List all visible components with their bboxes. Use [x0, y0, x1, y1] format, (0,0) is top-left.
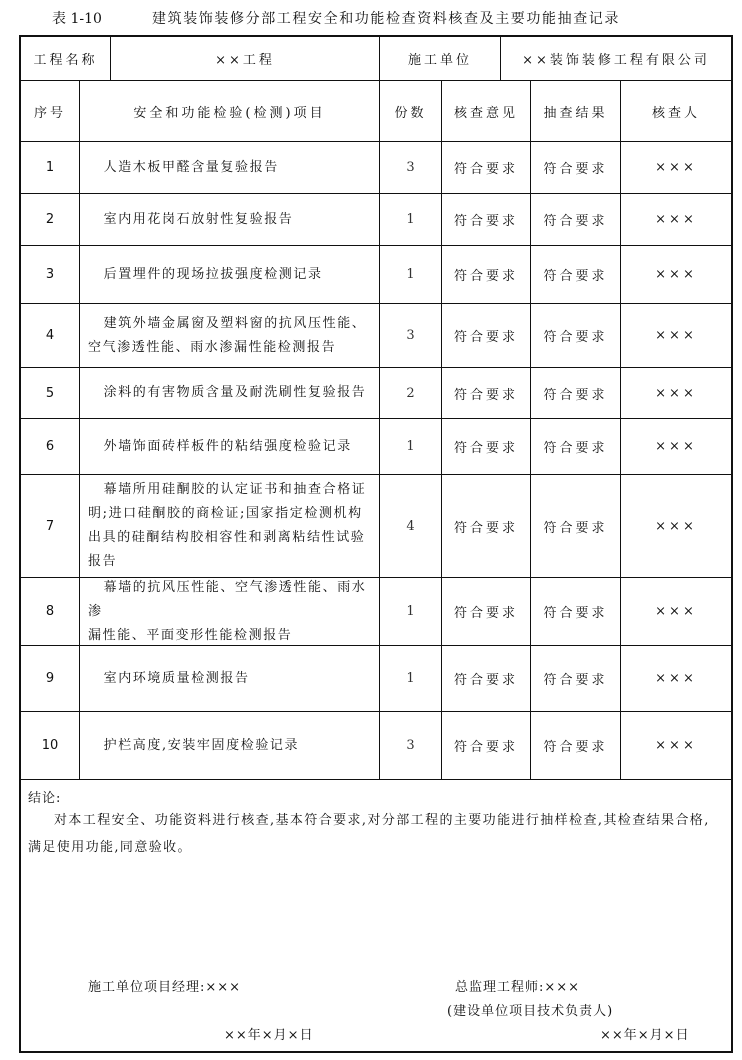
row-10-seq: 10: [41, 738, 59, 753]
row-1-seq: 1: [45, 160, 55, 175]
header-opinion: 核查意见: [453, 105, 518, 121]
contractor-label: 施工单位: [407, 53, 472, 68]
row-1-result: 符合要求: [543, 162, 608, 177]
row-10-opinion: 符合要求: [453, 740, 518, 755]
row-9-seq: 9: [45, 671, 55, 686]
row-6-opinion: 符合要求: [453, 441, 518, 456]
conclusion-text: 对本工程安全、功能资料进行核查,基本符合要求,对分部工程的主要功能进行抽样检查,其检查结果合格,满足使用功能,同意验收。: [28, 813, 710, 855]
row-5-seq: 5: [45, 385, 55, 401]
row-2-checker: ×××: [655, 212, 697, 227]
row-9-checker: ×××: [655, 671, 697, 686]
row-1-item: [80, 142, 379, 193]
row-10-result: 符合要求: [543, 740, 608, 755]
header-result: 抽查结果: [543, 105, 608, 121]
row-2-seq: 2: [45, 212, 55, 227]
row-9-result: 符合要求: [543, 673, 608, 688]
contractor-manager-signature: 施工单位项目经理:×××: [88, 980, 242, 995]
row-8-item: [80, 578, 379, 645]
row-5-checker: ×××: [655, 385, 697, 401]
row-7-item: [80, 475, 379, 577]
table-title: 建筑装饰装修分部工程安全和功能检查资料核查及主要功能抽查记录: [152, 11, 620, 27]
row-5-item-line-1: 涂料的有害物质含量及耐洗刷性复验报告: [103, 385, 367, 400]
row-7-checker: ×××: [655, 518, 697, 534]
row-4-item: [80, 304, 379, 367]
row-6-result: 符合要求: [543, 441, 608, 456]
row-4-opinion: 符合要求: [453, 330, 518, 345]
row-9-opinion: 符合要求: [453, 673, 518, 688]
row-9-item: [80, 646, 379, 711]
row-7-item-line-1: 幕墙所用硅酮胶的认定证书和抽查合格证: [103, 482, 367, 497]
row-3-opinion: 符合要求: [453, 269, 518, 284]
row-7-item-line-3: 出具的硅酮结构胶相容性和剥离粘结性试验: [88, 530, 366, 545]
row-4-item-line-2: 空气渗透性能、雨水渗漏性能检测报告: [88, 339, 337, 355]
row-5-opinion: 符合要求: [453, 387, 518, 403]
row-2-item: [80, 194, 379, 245]
row-8-item-line-1: 幕墙的抗风压性能、空气渗透性能、雨水渗: [88, 579, 367, 619]
row-2-opinion: 符合要求: [453, 214, 518, 229]
table-caption: [0, 6, 742, 30]
header-copies: 份数: [394, 105, 427, 121]
row-6-item: [80, 419, 379, 474]
row-3-seq: 3: [45, 267, 55, 282]
row-1-opinion: 符合要求: [453, 162, 518, 177]
row-3-item: [80, 246, 379, 303]
row-6-seq: 6: [45, 439, 55, 454]
supervisor-note: (建设单位项目技术负责人): [447, 1004, 614, 1019]
row-6-checker: ×××: [655, 439, 697, 454]
conclusion-label: 结论:: [28, 791, 62, 806]
row-4-checker: ×××: [655, 328, 697, 343]
row-7-result: 符合要求: [543, 520, 608, 536]
row-4-copies: 3: [406, 328, 415, 343]
row-8-result: 符合要求: [543, 606, 608, 621]
row-3-result: 符合要求: [543, 269, 608, 284]
row-8-copies: 1: [406, 604, 415, 619]
row-5-copies: 2: [406, 385, 415, 401]
row-10-checker: ×××: [655, 738, 697, 753]
row-1-item-line-1: 人造木板甲醛含量复验报告: [103, 159, 279, 175]
row-7-opinion: 符合要求: [453, 520, 518, 536]
row-8-seq: 8: [45, 604, 55, 619]
header-seq: 序号: [33, 105, 66, 121]
row-2-item-line-1: 室内用花岗石放射性复验报告: [103, 211, 294, 227]
row-3-item-line-1: 后置埋件的现场拉拔强度检测记录: [103, 266, 323, 282]
row-1-copies: 3: [406, 160, 415, 175]
row-2-copies: 1: [406, 212, 415, 227]
row-10-item-line-1: 护栏高度,安装牢固度检验记录: [103, 737, 300, 753]
row-4-seq: 4: [45, 328, 55, 343]
row-8-opinion: 符合要求: [453, 606, 518, 621]
row-7-item-line-4: 报告: [88, 554, 118, 569]
table-number: 表 1-10: [52, 11, 102, 27]
contractor-value: ××装饰装修工程有限公司: [522, 53, 710, 68]
row-5-item: [80, 368, 379, 418]
row-3-checker: ×××: [655, 267, 697, 282]
date-left: ××年×月×日: [224, 1028, 314, 1043]
chief-supervisor-signature: 总监理工程师:×××: [455, 980, 581, 995]
row-9-item-line-1: 室内环境质量检测报告: [103, 670, 250, 686]
project-name-value: ××工程: [215, 53, 275, 68]
row-10-copies: 3: [406, 738, 415, 753]
row-2-result: 符合要求: [543, 214, 608, 229]
row-6-item-line-1: 外墙饰面砖样板件的粘结强度检验记录: [103, 438, 352, 454]
row-3-copies: 1: [406, 267, 415, 282]
row-8-item-line-2: 漏性能、平面变形性能检测报告: [88, 627, 293, 643]
row-4-result: 符合要求: [543, 330, 608, 345]
row-7-item-line-2: 明;进口硅酮胶的商检证;国家指定检测机构: [88, 506, 363, 521]
row-9-copies: 1: [406, 671, 415, 686]
date-right: ××年×月×日: [600, 1028, 690, 1043]
row-7-copies: 4: [406, 518, 415, 534]
row-5-result: 符合要求: [543, 387, 608, 403]
project-name-label: 工程名称: [33, 53, 98, 68]
row-4-item-line-1: 建筑外墙金属窗及塑料窗的抗风压性能、: [103, 315, 367, 331]
row-10-item: [80, 712, 379, 779]
row-8-checker: ×××: [655, 604, 697, 619]
header-item: 安全和功能检验(检测)项目: [133, 105, 326, 121]
row-7-seq: 7: [45, 518, 55, 534]
row-6-copies: 1: [406, 439, 415, 454]
grid-line: [19, 779, 733, 780]
header-checker: 核查人: [651, 105, 700, 121]
row-1-checker: ×××: [655, 160, 697, 175]
